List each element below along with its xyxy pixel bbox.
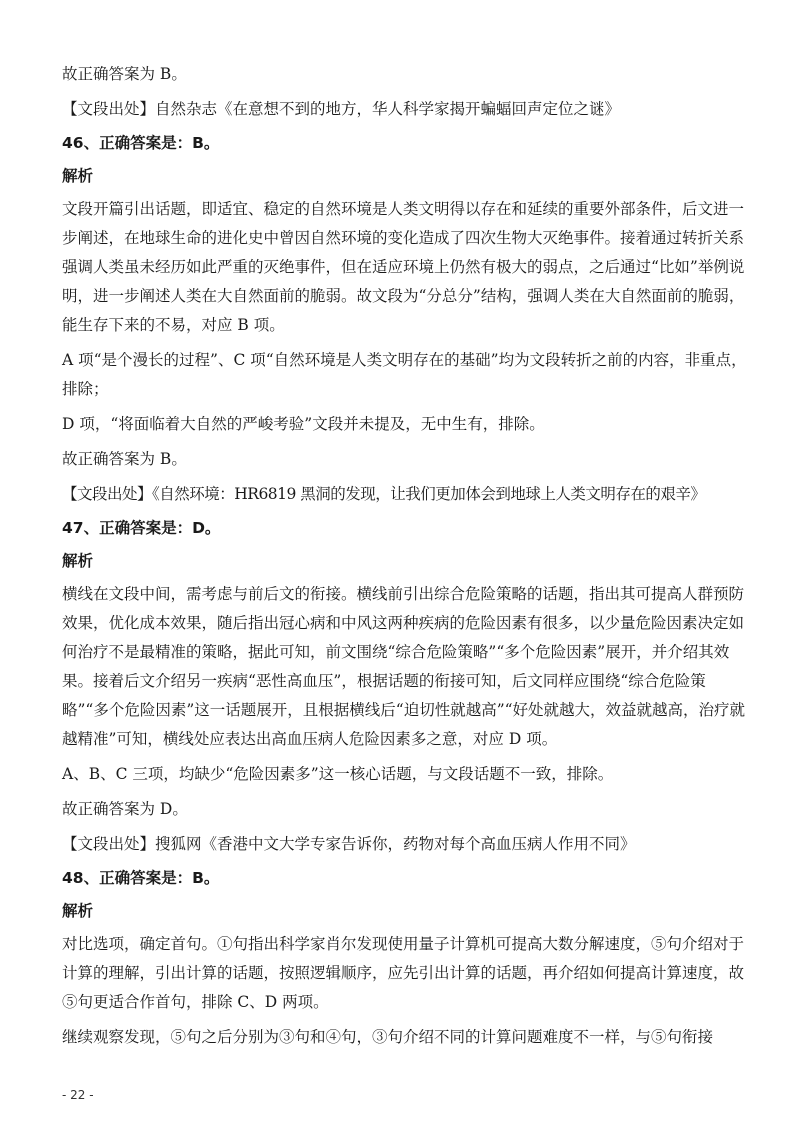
option-abc-paragraph-47: A、B、C 三项，均缺少“危险因素多”这一核心话题，与文段话题不一致，排除。 (62, 765, 614, 783)
page-number: - 22 - (62, 1088, 94, 1102)
conclusion-47: 故正确答案为 D。 (62, 800, 188, 818)
conclusion-45: 故正确答案为 B。 (62, 65, 187, 83)
analysis-paragraph-48: 对比选项，确定首句。①句指出科学家肖尔发现使用量子计算机可提高大数分解速度，⑤句介绍对于计算的理解，引出计算的话题，按照逻辑顺序，应先引出计算的话题，再介绍如何提高计算速度，故⑤句更适合作首句，排除 C、D 两项。 (62, 935, 745, 1011)
option-d-paragraph-46: D 项，“将面临着大自然的严峻考验”文段并未提及，无中生有，排除。 (62, 415, 545, 433)
analysis-heading-47: 解析 (62, 552, 94, 570)
continuation-paragraph-48: 继续观察发现，⑤句之后分别为③句和④句，③句介绍不同的计算问题难度不一样，与⑤句衔接 (62, 1028, 714, 1046)
analysis-paragraph-46: 文段开篇引出话题，即适宜、稳定的自然环境是人类文明得以存在和延续的重要外部条件，后文进一步阐述，在地球生命的进化史中曾因自然环境的变化造成了四次生物大灭绝事件。接着通过转折关系强调人类虽未经历如此严重的灭绝事件，但在适应环境上仍然有极大的弱点，之后通过“比如”举例说明，进一步阐述人类在大自然面前的脆弱。故文段为“分总分”结构，强调人类在大自然面前的脆弱，能生存下来的不易，对应 B 项。 (62, 200, 745, 334)
analysis-heading-46: 解析 (62, 167, 94, 185)
option-ac-paragraph-46: A 项“是个漫长的过程”、C 项“自然环境是人类文明存在的基础”均为文段转折之前的内容，非重点，排除； (62, 351, 747, 398)
source-46: 【文段出处】《自然环境：HR6819 黑洞的发现，让我们更加体会到地球上人类文明存在的艰辛》 (62, 485, 706, 503)
conclusion-46: 故正确答案为 B。 (62, 450, 187, 468)
page-content (62, 60, 752, 1058)
source-47: 【文段出处】搜狐网《香港中文大学专家告诉你，药物对每个高血压病人作用不同》 (62, 835, 636, 853)
answer-heading-46: 46、正确答案是：B。 (62, 134, 220, 152)
analysis-paragraph-47: 横线在文段中间，需考虑与前后文的衔接。横线前引出综合危险策略的话题，指出其可提高人群预防效果，优化成本效果，随后指出冠心病和中风这两种疾病的危险因素有很多，以少量危险因素决定如何治疗不是最精准的策略，据此可知，前文围绕“综合危险策略”“多个危险因素”展开，并介绍其效果。接着后文介绍另一疾病“恶性高血压”，根据话题的衔接可知，后文同样应围绕“综合危险策略”“多个危险因素”这一话题展开，且根据横线后“迫切性就越高”“好处就越大，效益就越高，治疗就越精准”可知，横线处应表达出高血压病人危险因素多之意，对应 D 项。 (62, 585, 746, 748)
answer-heading-47: 47、正确答案是：D。 (62, 519, 221, 537)
source-45: 【文段出处】自然杂志《在意想不到的地方，华人科学家揭开蝙蝠回声定位之谜》 (62, 100, 621, 118)
answer-heading-48: 48、正确答案是：B。 (62, 869, 220, 887)
analysis-heading-48: 解析 (62, 902, 94, 920)
